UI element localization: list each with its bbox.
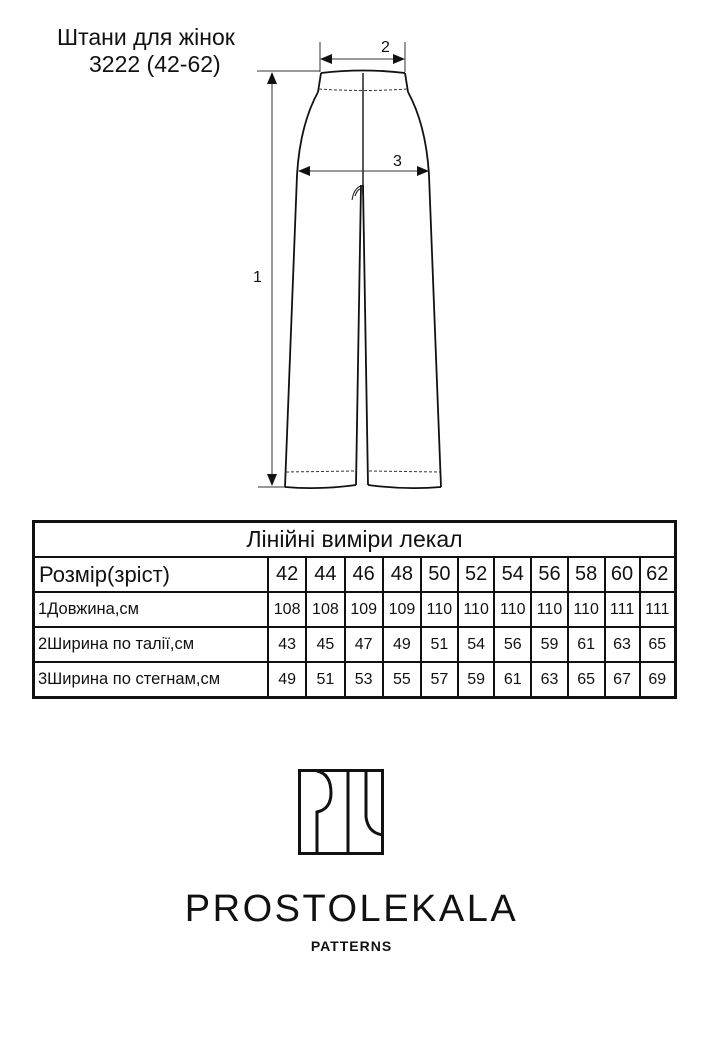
row-label: 3Ширина по стегнам,см xyxy=(34,662,269,698)
pants-front-sketch-icon xyxy=(0,0,703,500)
value-cell: 47 xyxy=(345,627,383,662)
value-cell: 45 xyxy=(306,627,344,662)
size-cell: 54 xyxy=(494,557,531,592)
value-cell: 67 xyxy=(605,662,640,698)
value-cell: 63 xyxy=(531,662,568,698)
brand-tagline: PATTERNS xyxy=(310,938,393,954)
size-cell: 42 xyxy=(268,557,306,592)
size-cell: 44 xyxy=(306,557,344,592)
value-cell: 49 xyxy=(268,662,306,698)
size-cell: 56 xyxy=(531,557,568,592)
size-cell: 60 xyxy=(605,557,640,592)
dimension-label-waist: 2 xyxy=(381,39,390,56)
measurements-table xyxy=(32,520,677,699)
row-label: 1Довжина,см xyxy=(34,592,269,627)
value-cell: 61 xyxy=(568,627,605,662)
value-cell: 51 xyxy=(421,627,458,662)
value-cell: 54 xyxy=(458,627,495,662)
value-cell: 43 xyxy=(268,627,306,662)
table-row-sizes xyxy=(34,557,676,592)
size-cell: 48 xyxy=(383,557,421,592)
size-cell: 58 xyxy=(568,557,605,592)
table-row-length xyxy=(34,592,676,627)
value-cell: 63 xyxy=(605,627,640,662)
value-cell: 110 xyxy=(531,592,568,627)
value-cell: 59 xyxy=(458,662,495,698)
size-cell: 52 xyxy=(458,557,495,592)
size-cell: 46 xyxy=(345,557,383,592)
value-cell: 51 xyxy=(306,662,344,698)
value-cell: 57 xyxy=(421,662,458,698)
size-label: Розмір(зріст) xyxy=(34,557,269,592)
value-cell: 49 xyxy=(383,627,421,662)
value-cell: 109 xyxy=(345,592,383,627)
size-cell: 62 xyxy=(640,557,676,592)
value-cell: 59 xyxy=(531,627,568,662)
brand-name: PROSTOLEKALA xyxy=(184,888,519,930)
value-cell: 110 xyxy=(421,592,458,627)
dimension-label-hip: 3 xyxy=(393,153,402,170)
value-cell: 65 xyxy=(568,662,605,698)
value-cell: 108 xyxy=(268,592,306,627)
dimension-label-length: 1 xyxy=(253,269,262,286)
value-cell: 65 xyxy=(640,627,676,662)
title-garment: Штани для жінок xyxy=(57,24,235,50)
value-cell: 110 xyxy=(458,592,495,627)
value-cell: 61 xyxy=(494,662,531,698)
value-cell: 109 xyxy=(383,592,421,627)
title-model-sizes: 3222 (42-62) xyxy=(89,51,221,77)
value-cell: 108 xyxy=(306,592,344,627)
value-cell: 56 xyxy=(494,627,531,662)
value-cell: 110 xyxy=(494,592,531,627)
table-row-waist xyxy=(34,627,676,662)
value-cell: 53 xyxy=(345,662,383,698)
value-cell: 111 xyxy=(605,592,640,627)
value-cell: 111 xyxy=(640,592,676,627)
row-label: 2Ширина по талії,см xyxy=(34,627,269,662)
table-row-hip xyxy=(34,662,676,698)
value-cell: 110 xyxy=(568,592,605,627)
value-cell: 69 xyxy=(640,662,676,698)
size-cell: 50 xyxy=(421,557,458,592)
table-caption: Лінійні виміри лекал xyxy=(34,522,676,558)
pl-monogram-logo-icon xyxy=(298,769,384,855)
value-cell: 55 xyxy=(383,662,421,698)
